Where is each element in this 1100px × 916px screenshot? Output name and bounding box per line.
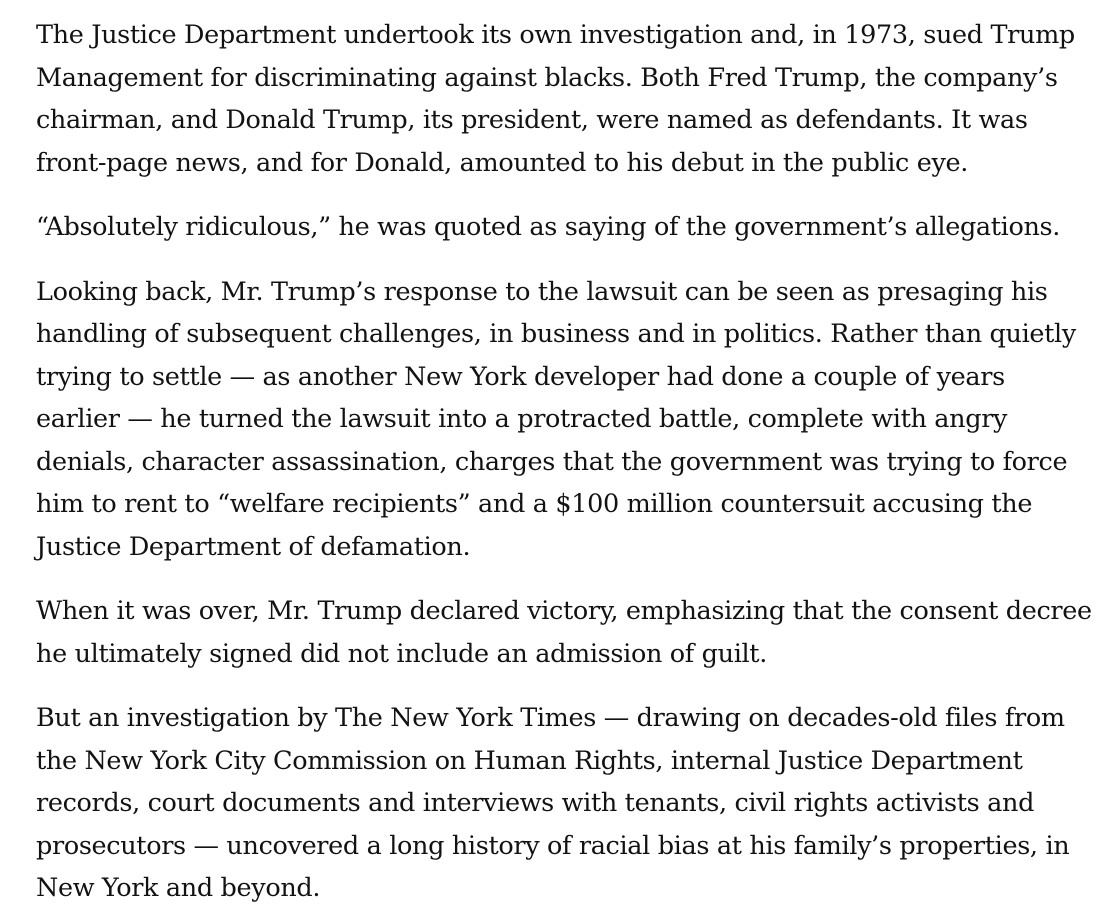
article-paragraph: The Justice Department undertook its own investigation and, in 1973, sued Trump Management for discriminating against blacks. Both Fred Trump, the company’s chairman, and Donald Trump, its president, were named as defendants. It was front-page news, and for Donald, amounted to his debut in the public eye.: [36, 20, 1075, 178]
article-paragraph: Looking back, Mr. Trump’s response to the lawsuit can be seen as presaging his handling of subsequent challenges, in business and in politics. Rather than quietly trying to settle — as another New York developer had done a couple of years earlier — he turned the lawsuit into a protracted battle, complete with angry denials, character assassination, charges that the government was trying to force him to rent to “welfare recipients” and a $100 million countersuit accusing the Justice Department of defamation.: [36, 276, 1076, 562]
article-paragraph: But an investigation by The New York Times — drawing on decades-old files from the New York City Commission on Human Rights, internal Justice Department records, court documents and interviews with tenants, civil rights activists and prosecutors — uncovered a long history of racial bias at his family’s properties, in New York and beyond.: [36, 703, 1070, 903]
article-paragraph: When it was over, Mr. Trump declared victory, emphasizing that the consent decree he ultimately signed did not include an admission of guilt.: [36, 596, 1092, 669]
article-paragraph: “Absolutely ridiculous,” he was quoted as saying of the government’s allegations.: [36, 212, 1061, 242]
article-body: [36, 14, 1092, 910]
